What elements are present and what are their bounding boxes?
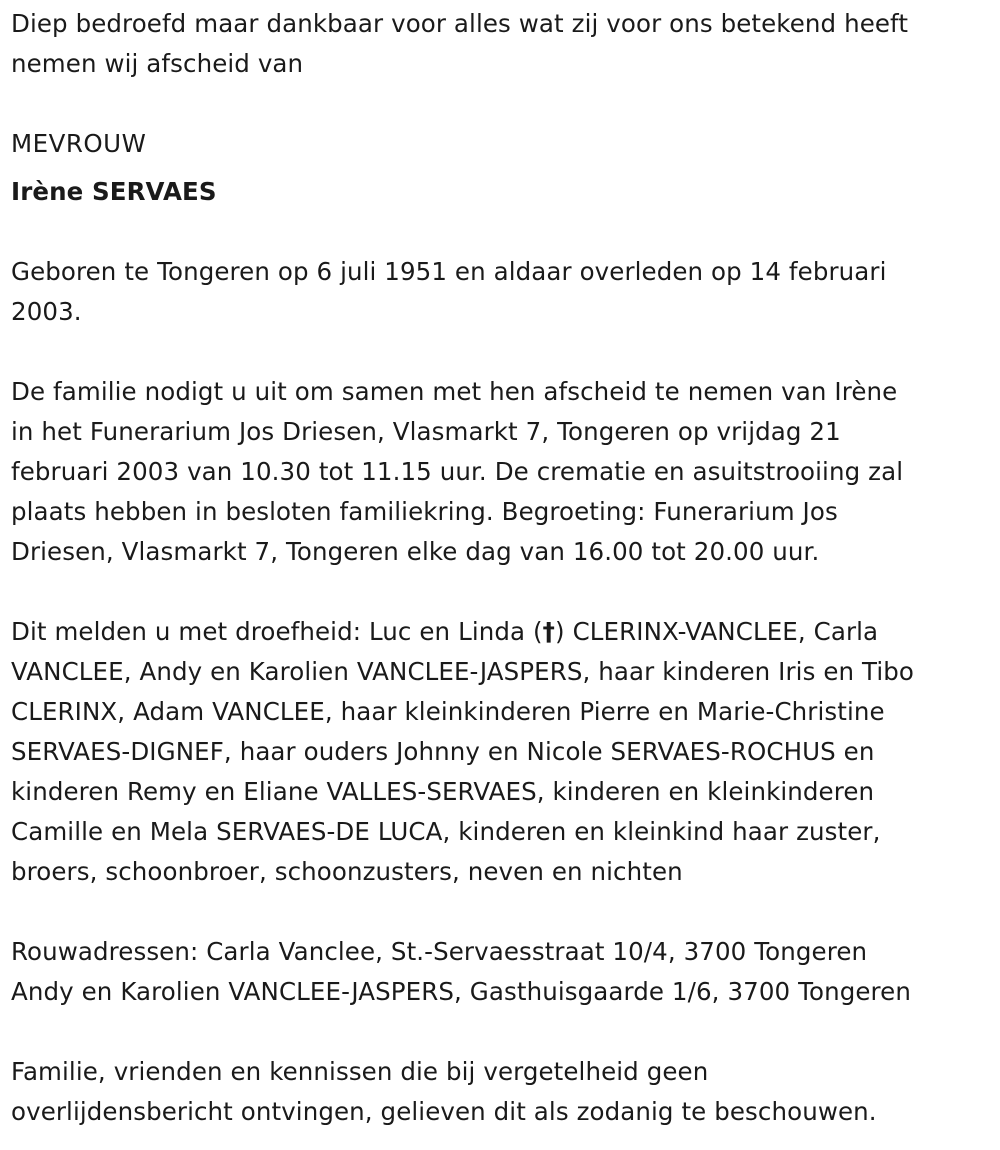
paragraph-gap — [11, 332, 991, 372]
ceremony-line: Driesen, Vlasmarkt 7, Tongeren elke dag van 16.00 tot 20.00 uur. — [11, 537, 820, 566]
intro-line: Diep bedroefd maar dankbaar voor alles wat zij voor ons betekend heeft — [11, 9, 909, 38]
family-line: VANCLEE, Andy en Karolien VANCLEE-JASPERS, haar kinderen Iris en Tibo — [11, 657, 914, 686]
ceremony-line: plaats hebben in besloten familiekring. Begroeting: Funerarium Jos — [11, 497, 838, 526]
address-line: Andy en Karolien VANCLEE-JASPERS, Gasthuisgaarde 1/6, 3700 Tongeren — [11, 977, 911, 1006]
closing-line: Familie, vrienden en kennissen die bij vergetelheid geen — [11, 1057, 709, 1086]
address-line: Rouwadressen: Carla Vanclee, St.-Servaesstraat 10/4, 3700 Tongeren — [11, 937, 868, 966]
ceremony-line: in het Funerarium Jos Driesen, Vlasmarkt 7, Tongeren op vrijdag 21 — [11, 417, 841, 446]
family-line: CLERINX, Adam VANCLEE, haar kleinkinderen Pierre en Marie-Christine — [11, 697, 885, 726]
intro-line: nemen wij afscheid van — [11, 49, 304, 78]
paragraph-gap — [11, 84, 991, 124]
paragraph-gap — [11, 212, 991, 252]
family-line — [11, 612, 991, 652]
obituary-notice — [11, 4, 991, 1132]
family-line-prefix: Dit melden u met droefheid: Luc en Linda ( — [11, 617, 543, 646]
family-line: broers, schoonbroer, schoonzusters, neven en nichten — [11, 857, 683, 886]
birth-line: 2003. — [11, 297, 82, 326]
paragraph-gap — [11, 1012, 991, 1052]
deceased-name: Irène SERVAES — [11, 177, 217, 206]
family-line: SERVAES-DIGNEF, haar ouders Johnny en Nicole SERVAES-ROCHUS en — [11, 737, 875, 766]
ceremony-line: De familie nodigt u uit om samen met hen afscheid te nemen van Irène — [11, 377, 898, 406]
ceremony-line: februari 2003 van 10.30 tot 11.15 uur. De crematie en asuitstrooiing zal — [11, 457, 904, 486]
closing-line: overlijdensbericht ontvingen, gelieven dit als zodanig te beschouwen. — [11, 1097, 877, 1126]
cross-icon: † — [542, 617, 556, 646]
paragraph-gap — [11, 572, 991, 612]
family-line-suffix: ) CLERINX-VANCLEE, Carla — [555, 617, 879, 646]
birth-line: Geboren te Tongeren op 6 juli 1951 en aldaar overleden op 14 februari — [11, 257, 887, 286]
family-line: kinderen Remy en Eliane VALLES-SERVAES, kinderen en kleinkinderen — [11, 777, 875, 806]
paragraph-gap — [11, 892, 991, 932]
family-line: Camille en Mela SERVAES-DE LUCA, kinderen en kleinkind haar zuster, — [11, 817, 881, 846]
honorific-title: MEVROUW — [11, 129, 147, 158]
